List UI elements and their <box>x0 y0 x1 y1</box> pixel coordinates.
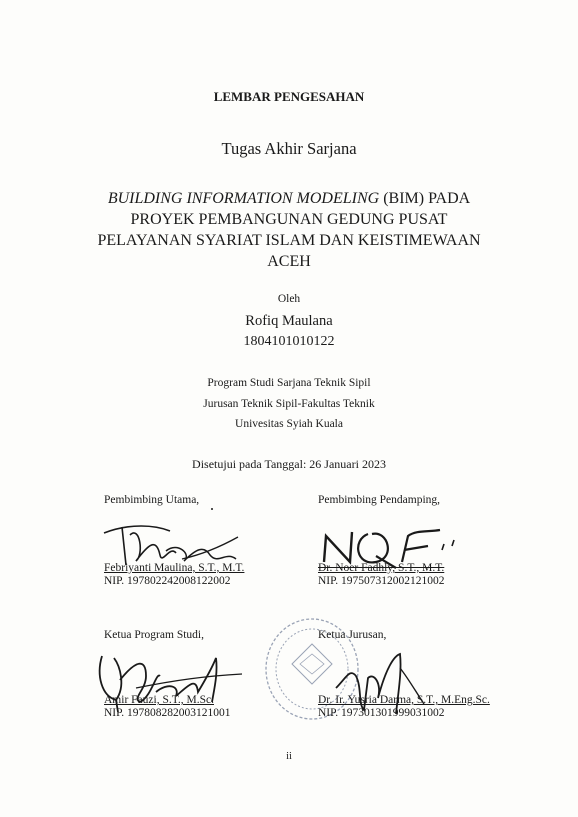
main-supervisor-role: Pembimbing Utama, <box>104 494 200 506</box>
thesis-title-line-3: PELAYANAN SYARIAT ISLAM DAN KEISTIMEWAAN <box>97 232 481 249</box>
department-head-nip: NIP. 197301301999031002 <box>318 707 445 719</box>
main-supervisor-name: Febriyanti Maulina, S.T., M.T. <box>104 562 245 574</box>
department-head-name: Dr. Ir. Yusria Darma, S.T., M.Eng.Sc. <box>318 694 490 706</box>
student-id: 1804101010122 <box>243 334 335 349</box>
department-name: Jurusan Teknik Sipil-Fakultas Teknik <box>203 398 375 410</box>
program-head-role: Ketua Program Studi, <box>104 629 204 641</box>
thesis-title-line-1 <box>0 188 578 209</box>
thesis-title <box>0 188 578 272</box>
co-supervisor-role: Pembimbing Pendamping, <box>318 494 441 506</box>
co-supervisor-name: Dr. Noer Fadhly, S.T., M.T. <box>318 562 445 574</box>
main-supervisor-nip: NIP. 197802242008122002 <box>104 575 231 587</box>
document-type: Tugas Akhir Sarjana <box>221 139 357 158</box>
program-name: Program Studi Sarjana Teknik Sipil <box>207 377 371 389</box>
by-label: Oleh <box>277 293 301 305</box>
thesis-title-line-1-rest: (BIM) PADA <box>379 190 471 207</box>
program-head-name: Amir Fauzi, S.T., M.Sc. <box>104 694 214 706</box>
thesis-title-line-2: PROYEK PEMBANGUNAN GEDUNG PUSAT <box>130 211 448 228</box>
co-supervisor-nip: NIP. 197507312002121002 <box>318 575 445 587</box>
page-title: LEMBAR PENGESAHAN <box>213 89 365 104</box>
university-name: Univesitas Syiah Kuala <box>235 418 343 430</box>
author-name: Rofiq Maulana <box>245 313 333 329</box>
page-number: ii <box>286 751 292 762</box>
department-head-role: Ketua Jurusan, <box>318 629 387 641</box>
program-head-nip: NIP. 197808282003121001 <box>104 707 231 719</box>
thesis-title-line-4: ACEH <box>267 253 311 270</box>
approval-date: Disetujui pada Tanggal: 26 Januari 2023 <box>192 457 386 471</box>
thesis-title-italic: BUILDING INFORMATION MODELING <box>107 190 380 207</box>
